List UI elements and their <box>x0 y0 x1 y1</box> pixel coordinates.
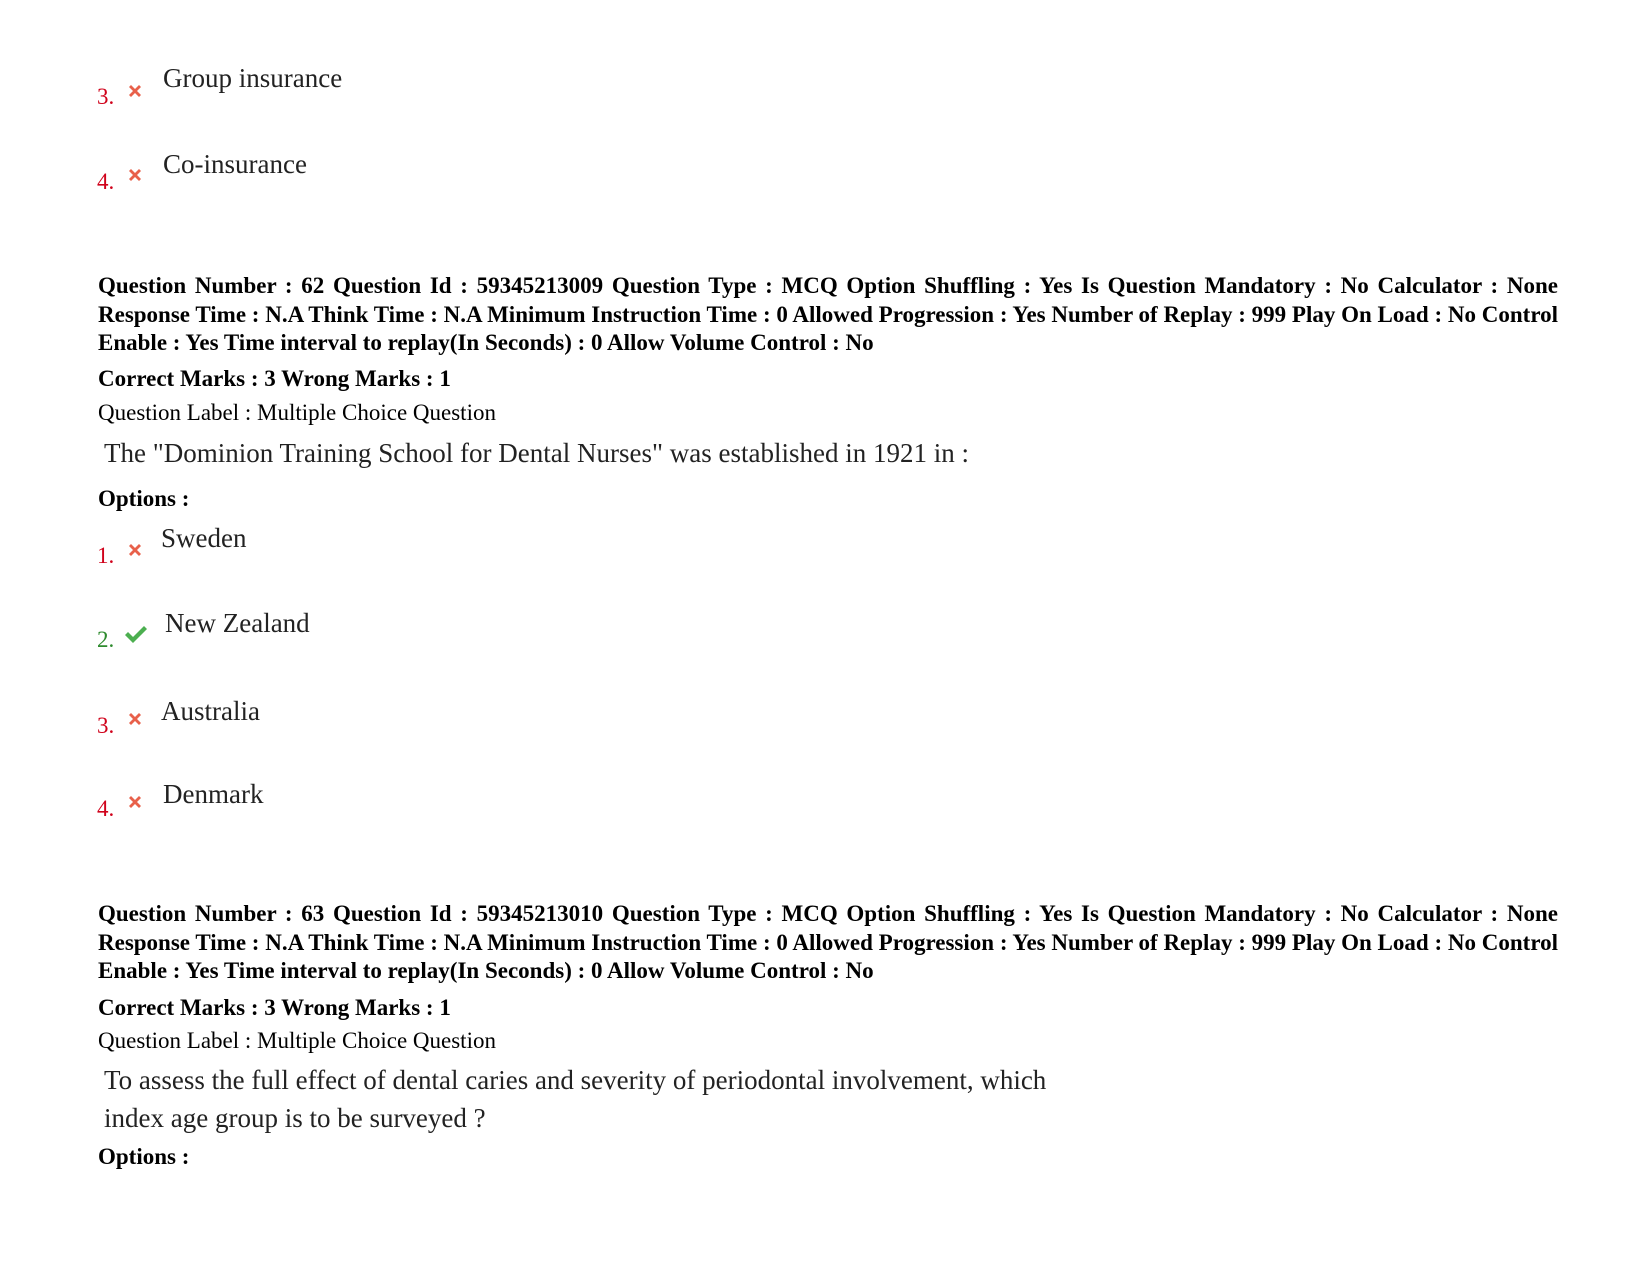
cross-icon <box>125 165 145 185</box>
question-63-marks: Correct Marks : 3 Wrong Marks : 1 <box>98 995 451 1020</box>
option-number: 3. <box>97 713 115 738</box>
option-text: Co-insurance <box>163 149 307 179</box>
question-63-text <box>104 1061 1046 1137</box>
option-text: Sweden <box>161 523 247 553</box>
question-62-text: The "Dominion Training School for Dental Nurses" was established in 1921 in : <box>104 438 969 468</box>
option-number: 2. <box>97 627 115 652</box>
question-63-text-line-2: index age group is to be surveyed ? <box>104 1103 486 1133</box>
question-62-options-heading: Options : <box>98 486 190 511</box>
cross-icon <box>125 709 145 729</box>
option-number: 4. <box>97 169 115 194</box>
question-63-options-heading: Options : <box>98 1144 190 1169</box>
question-62-label: Question Label : Multiple Choice Question <box>98 400 496 425</box>
question-63-meta: Question Number : 63 Question Id : 59345213010 Question Type : MCQ Option Shuffling : Yes Is Question Mandatory : No Calculator : None Response Time : N.A Think Time : N.A Minimum Instruction Time : 0 Allowed Progression : Yes Number of Replay : 999 Play On Load : No Control Enable : Yes Time interval to replay(In Seconds) : 0 Allow Volume Control : No <box>98 901 1558 983</box>
question-62-meta: Question Number : 62 Question Id : 59345213009 Question Type : MCQ Option Shuffling : Yes Is Question Mandatory : No Calculator : None Response Time : N.A Think Time : N.A Minimum Instruction Time : 0 Allowed Progression : Yes Number of Replay : 999 Play On Load : No Control Enable : Yes Time interval to replay(In Seconds) : 0 Allow Volume Control : No <box>98 273 1558 355</box>
option-text: Australia <box>161 696 260 726</box>
option-text: New Zealand <box>165 608 310 638</box>
option-text: Group insurance <box>163 63 343 93</box>
question-63-label: Question Label : Multiple Choice Question <box>98 1028 496 1053</box>
option-number: 1. <box>97 543 115 568</box>
checkmark-icon <box>123 623 149 645</box>
option-number: 4. <box>97 796 115 821</box>
cross-icon <box>125 81 145 101</box>
question-62-marks: Correct Marks : 3 Wrong Marks : 1 <box>98 366 451 391</box>
option-number: 3. <box>97 84 115 109</box>
cross-icon <box>125 792 145 812</box>
question-63-text-line-1: To assess the full effect of dental caries and severity of periodontal involvement, which <box>104 1065 1047 1095</box>
cross-icon <box>125 540 145 560</box>
option-text: Denmark <box>163 779 264 809</box>
